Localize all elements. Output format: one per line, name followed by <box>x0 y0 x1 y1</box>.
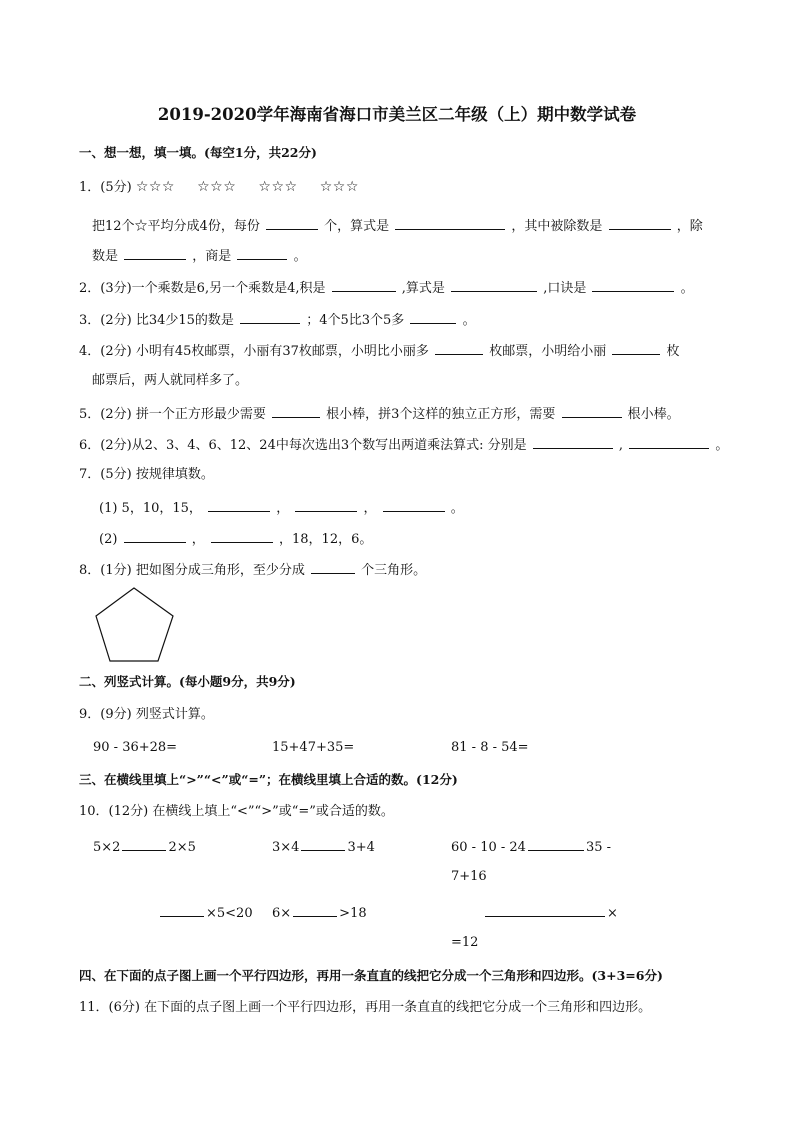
q2-blank-product[interactable] <box>332 278 396 292</box>
q5-blank-2[interactable] <box>562 404 622 418</box>
q7-row2-text: (2) <box>99 532 118 547</box>
q10-item6-blank[interactable] <box>485 903 605 917</box>
q7-row1-blank-1[interactable] <box>208 498 270 512</box>
q10-item-4 <box>158 903 253 923</box>
q7-row2-blank-2[interactable] <box>211 529 273 543</box>
section-2-heading: 二、列竖式计算。(每小题9分，共9分) <box>79 674 296 689</box>
pentagon-figure <box>94 586 176 664</box>
question-7-label: 7．(5分) 按规律填数。 <box>79 467 214 482</box>
q4-text-b: 枚邮票，小明给小丽 <box>489 344 607 359</box>
page-title: 2019-2020学年海南省海口市美兰区二年级（上）期中数学试卷 <box>157 105 637 124</box>
q6-blank-1[interactable] <box>533 435 613 449</box>
question-4-line-2: 邮票后，两人就同样多了。 <box>92 373 249 388</box>
q6-text-a: 6．(2分)从2、3、4、6、12、24中每次选出3个数写出两道乘法算式: 分别是 <box>79 438 527 453</box>
question-1-header <box>79 178 359 197</box>
q1-text-d: ，除 <box>676 219 703 234</box>
q4-text-c: 枚 <box>666 344 680 359</box>
question-1-line-1 <box>92 216 703 236</box>
q7-row1-text: (1) 5，10，15， <box>99 501 202 516</box>
q7-end: 。 <box>450 501 464 516</box>
q2-text-c: ,口诀是 <box>543 281 587 296</box>
q8-blank[interactable] <box>311 560 355 574</box>
q9-expression-2: 15+47+35= <box>272 740 355 755</box>
question-6 <box>79 435 728 455</box>
q2-blank-formula[interactable] <box>451 278 537 292</box>
q7-row2-tail: ，18，12，6。 <box>279 532 373 547</box>
q10-item2-left: 3×4 <box>272 840 300 855</box>
q3-text-a: 3．(2分) 比34少15的数是 <box>79 313 234 328</box>
question-7-row-2 <box>99 529 372 549</box>
q10-item-5 <box>272 903 367 923</box>
question-9-label: 9．(9分) 列竖式计算。 <box>79 707 214 722</box>
q7-comma: ， <box>276 501 290 516</box>
star-group-2: ☆☆☆ <box>197 179 237 195</box>
q10-item1-left: 5×2 <box>93 840 121 855</box>
q4-text-a: 4．(2分) 小明有45枚邮票，小丽有37枚邮票，小明比小丽多 <box>79 344 429 359</box>
q10-item4-right: ×5<20 <box>206 906 253 921</box>
section-1-heading: 一、想一想，填一填。(每空1分，共22分) <box>79 145 317 160</box>
q9-expression-3: 81 - 8 - 54= <box>451 740 529 755</box>
q7-row1-blank-3[interactable] <box>383 498 445 512</box>
question-4-line-1 <box>79 341 680 361</box>
q8-text-a: 8．(1分) 把如图分成三角形，至少分成 <box>79 563 305 578</box>
q2-text-a: 2．(3分)一个乘数是6,另一个乘数是4,积是 <box>79 281 326 296</box>
q1-text-c: ，其中被除数是 <box>511 219 603 234</box>
q10-item5-blank[interactable] <box>293 903 337 917</box>
question-1-line-2 <box>92 246 307 266</box>
q5-blank-1[interactable] <box>272 404 320 418</box>
q6-text-b: , <box>618 438 624 453</box>
q10-item6-continued: =12 <box>451 935 479 950</box>
q1-text-g: 。 <box>293 249 307 264</box>
q6-blank-2[interactable] <box>629 435 709 449</box>
question-1-label: 1．(5分) <box>79 180 132 195</box>
q10-item3-continued: 7+16 <box>451 869 487 884</box>
q2-text-b: ,算式是 <box>401 281 445 296</box>
section-4-heading: 四、在下面的点子图上画一个平行四边形，再用一条直直的线把它分成一个三角形和四边形。(3+3=6分) <box>79 968 663 983</box>
q10-item-3 <box>451 837 611 857</box>
q1-blank-divisor[interactable] <box>124 246 186 260</box>
star-group-4: ☆☆☆ <box>319 179 359 195</box>
q5-text-b: 根小棒，拼3个这样的独立正方形，需要 <box>326 407 556 422</box>
q3-text-c: 。 <box>462 313 476 328</box>
question-3 <box>79 310 476 330</box>
question-2 <box>79 278 694 298</box>
q8-text-b: 个三角形。 <box>361 563 427 578</box>
question-11-label: 11．(6分) 在下面的点子图上画一个平行四边形，再用一条直直的线把它分成一个三角形和四边形。 <box>79 1000 652 1015</box>
q10-item-2 <box>272 837 375 857</box>
q3-text-b: ；4个5比3个5多 <box>306 313 405 328</box>
q10-item3-blank[interactable] <box>528 837 584 851</box>
question-5 <box>79 404 680 424</box>
q10-item4-blank[interactable] <box>160 903 204 917</box>
q2-text-d: 。 <box>680 281 694 296</box>
q5-text-c: 根小棒。 <box>627 407 680 422</box>
q10-item1-right: 2×5 <box>168 840 196 855</box>
q7-comma: ， <box>191 532 205 547</box>
q4-blank-2[interactable] <box>612 341 660 355</box>
q1-text-e: 数是 <box>92 249 119 264</box>
q1-blank-per-share[interactable] <box>266 216 318 230</box>
q1-blank-quotient[interactable] <box>237 246 287 260</box>
section-3-heading: 三、在横线里填上“>”“<”或“=”；在横线里填上合适的数。(12分) <box>79 772 458 787</box>
q10-item-1 <box>93 837 196 857</box>
q10-item3-right: 35 - <box>585 840 612 855</box>
q6-text-c: 。 <box>715 438 729 453</box>
q10-item-6 <box>483 903 618 923</box>
q3-blank-1[interactable] <box>240 310 300 324</box>
q10-item1-blank[interactable] <box>122 837 166 851</box>
question-8 <box>79 560 426 580</box>
q7-row2-blank-1[interactable] <box>124 529 186 543</box>
question-7-row-1 <box>99 498 464 518</box>
q1-blank-formula[interactable] <box>395 216 505 230</box>
q10-item2-blank[interactable] <box>301 837 345 851</box>
q7-row1-blank-2[interactable] <box>295 498 357 512</box>
q1-text-f: ，商是 <box>192 249 232 264</box>
q10-item5-right: >18 <box>339 906 367 921</box>
q1-text-b: 个，算式是 <box>324 219 390 234</box>
q1-text-a: 把12个☆平均分成4份，每份 <box>92 219 260 234</box>
q3-blank-2[interactable] <box>410 310 456 324</box>
q10-item5-left: 6× <box>272 906 292 921</box>
question-10-label: 10．(12分) 在横线上填上“<”“>”或“=”或合适的数。 <box>79 804 394 819</box>
q4-blank-1[interactable] <box>435 341 483 355</box>
q1-blank-dividend[interactable] <box>609 216 671 230</box>
q9-expression-1: 90 - 36+28= <box>93 740 178 755</box>
q2-blank-rhyme[interactable] <box>592 278 674 292</box>
star-group-3: ☆☆☆ <box>258 179 298 195</box>
q10-item6-right: × <box>607 906 618 921</box>
q10-item3-left: 60 - 10 - 24 <box>451 840 526 855</box>
q5-text-a: 5．(2分) 拼一个正方形最少需要 <box>79 407 266 422</box>
q10-item2-right: 3+4 <box>347 840 375 855</box>
star-group-1: ☆☆☆ <box>135 179 175 195</box>
q7-comma: ， <box>363 501 377 516</box>
